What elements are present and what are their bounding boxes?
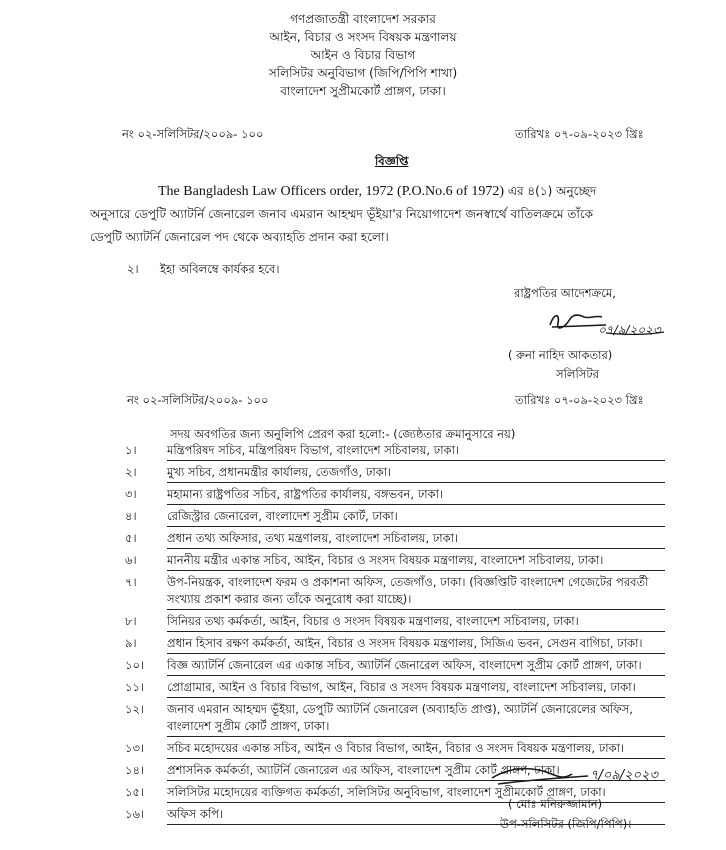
copy-list-number: ৭। (125, 575, 137, 589)
notice-title: বিজ্ঞপ্তি (375, 154, 409, 168)
copy-list-item (125, 552, 665, 571)
header-line-2: আইন, বিচার ও সংসদ বিষয়ক মন্ত্রণালয় (269, 30, 457, 44)
signature-2-date: ৭/০৯/২০২৩ (590, 768, 658, 783)
copy-list-item (125, 464, 665, 483)
copy-list-line: মহামান্য রাষ্ট্রপতির সচিব, রাষ্ট্রপতির কার্যালয়, বঙ্গভবন, ঢাকা। (167, 487, 444, 501)
copy-list-number: ১৩। (125, 741, 145, 755)
paragraph-2-number: ২। (127, 262, 139, 276)
copy-list-number: ৮। (125, 614, 137, 628)
copy-list-item (125, 701, 665, 737)
letterhead (0, 10, 726, 100)
copy-list-text (167, 442, 665, 461)
copy-list-number: ১। (125, 443, 137, 457)
copy-list-text (167, 574, 665, 610)
copy-list-number: ১২। (125, 702, 145, 716)
copy-list-number: ৩। (125, 487, 137, 501)
copy-list-text (167, 657, 665, 676)
copy-list-number: ১০। (125, 658, 145, 672)
copy-list-item (125, 679, 665, 698)
copy-list-item (125, 530, 665, 549)
copy-list-text (167, 613, 665, 632)
copy-list-item (125, 486, 665, 505)
copy-list-line: সচিব মহোদয়ের একান্ত সচিব, আইন ও বিচার বিভাগ, আইন, বিচার ও সংসদ বিষয়ক মন্ত্রণালয়, ঢাকা। (167, 741, 625, 755)
copy-list-line: রেজিস্ট্রার জেনারেল, বাংলাদেশ সুপ্রীম কোর্ট, ঢাকা। (167, 509, 398, 523)
copy-list-text (167, 530, 665, 549)
copy-list-number: ৪। (125, 509, 137, 523)
copy-list-line: বাংলাদেশ সুপ্রীম কোর্ট প্রাঙ্গণ, ঢাকা। (167, 719, 330, 733)
copy-list-text (167, 486, 665, 505)
copy-list-line: অফিস কপি। (167, 807, 224, 821)
order-reference: The Bangladesh Law Officers order, 1972 (P.O.No.6 of 1972) (158, 184, 504, 199)
copy-list-text (167, 740, 665, 759)
memo-date-2: তারিখঃ ০৭-০৯-২০২৩ খ্রিঃ (515, 393, 644, 407)
header-line-3: আইন ও বিচার বিভাগ (310, 48, 416, 62)
copy-list-item (125, 657, 665, 676)
copy-list-number: ১১। (125, 680, 145, 694)
copy-list-line: মাননীয় মন্ত্রীর একান্ত সচিব, আইন, বিচার ও সংসদ বিষয়ক মন্ত্রণালয়, বাংলাদেশ সচিবালয়, ঢাকা। (167, 553, 604, 567)
copy-list-item (125, 635, 665, 654)
header-line-5: বাংলাদেশ সুপ্রীমকোর্ট প্রাঙ্গণ, ঢাকা। (280, 84, 446, 98)
copy-list-line: মুখ্য সচিব, প্রধানমন্ত্রীর কার্যালয়, তেজগাঁও, ঢাকা। (167, 465, 392, 479)
copy-list-line: প্রধান হিসাব রক্ষণ কর্মকর্তা, আইন, বিচার ও সংসদ বিষয়ক মন্ত্রণালয়, সিজিএ ভবন, সেগুন বাগিচা, ঢাকা। (167, 636, 643, 650)
copy-list-number: ২। (125, 465, 137, 479)
notice-paragraph-1 (90, 180, 670, 249)
copy-list-line: প্রধান তথ্য অফিসার, তথ্য মন্ত্রণালয়, বাংলাদেশ সচিবালয়, ঢাকা। (167, 531, 459, 545)
copy-list-line: জনাব এমরান আহম্মদ ভূঁইয়া, ডেপুটি অ্যাটর্নি জেনারেল (অব্যাহতি প্রাপ্ত), অ্যাটর্নি জেনারেলের অফিস, (167, 702, 633, 716)
signatory-2-designation: উপ-সলিসিটর (জিপি/পিপি)। (500, 817, 632, 831)
copy-list-item (125, 574, 665, 610)
signatory-1-designation: সলিসিটর (556, 367, 599, 381)
copy-list-line: প্রশাসনিক কর্মকর্তা, অ্যাটর্নি জেনারেল এর অফিস, বাংলাদেশ সুপ্রীম কোর্ট প্রাঙ্গণ, ঢাকা। (167, 763, 560, 777)
header-line-1: গণপ্রজাতন্ত্রী বাংলাদেশ সরকার (290, 12, 436, 26)
copy-list-line: সিনিয়র তথ্য কর্মকর্তা, আইন, বিচার ও সংসদ বিষয়ক মন্ত্রণালয়, বাংলাদেশ সচিবালয়, ঢাকা। (167, 614, 579, 628)
memo-number: নং ০২-সলিসিটর/২০০৯- ১০০ (122, 127, 264, 141)
copy-list-number: ১৬। (125, 807, 145, 821)
copy-list-line: প্রোগ্রামার, আইন ও বিচার বিভাগ, আইন, বিচার ও সংসদ বিষয়ক মন্ত্রণালয়, বাংলাদেশ সচিবালয়, ঢাকা। (167, 680, 636, 694)
copy-list-item (125, 740, 665, 759)
copy-list-text (167, 464, 665, 483)
copy-list-number: ১৪। (125, 763, 145, 777)
copy-list-number: ৬। (125, 553, 137, 567)
order-line: রাষ্ট্রপতির আদেশক্রমে, (514, 286, 616, 300)
memo-number-2: নং ০২-সলিসিটর/২০০৯- ১০০ (127, 393, 269, 407)
copy-list-text (167, 508, 665, 527)
paragraph-1-text-c: ডেপুটি অ্যাটর্নি জেনারেল পদ থেকে অব্যাহতি প্রদান করা হলো। (90, 230, 389, 244)
copy-list-text (167, 635, 665, 654)
paragraph-1-text-b: অনুসারে ডেপুটি অ্যাটর্নি জেনারেল জনাব এমরান আহম্মদ ভূঁইয়া'র নিয়োগাদেশ জনস্বার্থে বাতিলক্রমে তাঁকে (90, 207, 594, 221)
paragraph-1-text-a: এর ৪(১) অনুচ্ছেদ (504, 184, 597, 198)
copy-list-number: ৫। (125, 531, 137, 545)
signatory-1-name: ( রুনা নাহিদ আকতার) (508, 348, 613, 362)
copy-list-line: বিজ্ঞ অ্যাটর্নি জেনারেল এর একান্ত সচিব, অ্যাটর্নি জেনারেল অফিস, বাংলাদেশ সুপ্রীম কোর্ট প্রাঙ্গণ, ঢাকা। (167, 658, 642, 672)
copy-list-text (167, 552, 665, 571)
copy-list-line: সলিসিটর মহোদয়ের ব্যক্তিগত কর্মকর্তা, সলিসিটর অনুবিভাগ, বাংলাদেশ সুপ্রীমকোর্ট প্রাঙ্গণ, ঢাকা। (167, 785, 606, 799)
signatory-2-name: ( মোঃ মনিরুজ্জামান) (508, 797, 603, 811)
copy-list-text (167, 701, 665, 737)
copy-list-number: ৯। (125, 636, 137, 650)
copy-intro: সদয় অবগতির জন্য অনুলিপি প্রেরণ করা হলো:- (জ্যেষ্ঠতার ক্রমানুসারে নয়) (170, 427, 516, 441)
copy-list-item (125, 613, 665, 632)
copy-list-text (167, 679, 665, 698)
memo-date: তারিখঃ ০৭-০৯-২০২৩ খ্রিঃ (515, 127, 644, 141)
copy-list-line: মন্ত্রিপরিষদ সচিব, মন্ত্রিপরিষদ বিভাগ, বাংলাদেশ সচিবালয়, ঢাকা। (167, 443, 460, 457)
signature-1-date: ০৭/৯/২০২৩ (598, 323, 661, 337)
header-line-4: সলিসিটর অনুবিভাগ (জিপি/পিপি শাখা) (268, 66, 458, 80)
copy-list-line: সংখ্যায় প্রকাশ করার জন্য তাঁকে অনুরোধ করা যাচ্ছে)। (167, 592, 412, 606)
copy-list-line: উপ-নিয়ন্ত্রক, বাংলাদেশ ফরম ও প্রকাশনা অফিস, তেজগাঁও, ঢাকা। (বিজ্ঞপ্তিটি বাংলাদেশ গেজেটের পরবর্তী (167, 575, 649, 589)
copy-list-number: ১৫। (125, 785, 145, 799)
copy-list-item (125, 442, 665, 461)
copy-list-item (125, 508, 665, 527)
paragraph-2-text: ইহা অবিলম্বে কার্যকর হবে। (160, 262, 280, 276)
